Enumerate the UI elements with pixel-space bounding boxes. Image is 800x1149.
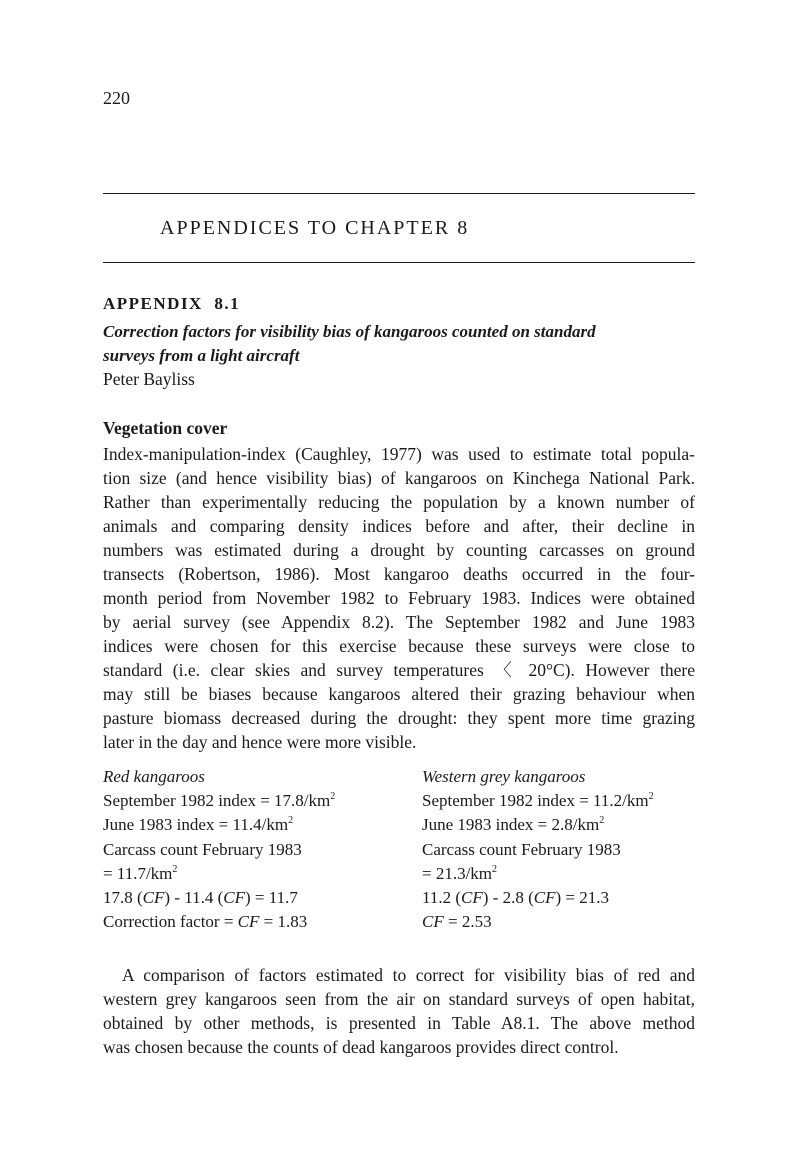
paragraph-line: indices were chosen for this exercise because these surveys were close to	[103, 636, 695, 656]
june-index: June 1983 index = $11.4/km^2$	[103, 815, 294, 835]
paragraph-line: Rather than experimentally reducing the population by a known number of	[103, 492, 695, 512]
paragraph-line: western grey kangaroos seen from the air on standard surveys of open habitat,	[103, 989, 695, 1009]
appendix-label: APPENDIX 8.1	[103, 294, 241, 313]
paragraph-line: later in the day and hence were more visible.	[103, 732, 417, 752]
paragraph-line: by aerial survey (see Appendix 8.2). The September 1982 and June 1983	[103, 612, 695, 632]
correction-factor-result: Correction factor = CF = 1.83	[103, 912, 308, 932]
paragraph-line: numbers was estimated during a drought by counting carcasses on ground	[103, 540, 695, 560]
equation: 11.2 (CF) - 2.8 (CF) = 21.3	[422, 887, 609, 907]
equation: 17.8 (CF) - 11.4 (CF) = 11.7	[103, 887, 298, 907]
appendix-title-line: Correction factors for visibility bias of kangaroos counted on standard	[103, 322, 596, 341]
carcass-count-value: = $11.7/km^2$	[103, 863, 178, 883]
september-index: September 1982 index = $17.8/km^2$	[103, 791, 336, 811]
carcass-count-label: Carcass count February 1983	[103, 839, 302, 859]
column-heading: Western grey kangaroos	[422, 767, 586, 786]
paragraph-line: standard (i.e. clear skies and survey temperatures 〈 20°C). However there	[103, 660, 695, 680]
column-heading: Red kangaroos	[103, 767, 205, 786]
bottom-rule	[103, 262, 695, 263]
author: Peter Bayliss	[103, 369, 195, 389]
top-rule	[103, 193, 695, 194]
paragraph-line: may still be biases because kangaroos altered their grazing behaviour when	[103, 684, 695, 704]
chapter-heading: APPENDICES TO CHAPTER 8	[160, 217, 470, 239]
paragraph-line: Index-manipulation-index (Caughley, 1977) was used to estimate total popula-	[103, 444, 695, 464]
correction-factor-result: CF = 2.53	[422, 912, 492, 932]
appendix-title-line: surveys from a light aircraft	[103, 346, 300, 365]
grey-kangaroo-calculation	[422, 765, 654, 934]
june-index: June 1983 index = $2.8/km^2$	[422, 815, 605, 835]
carcass-count-label: Carcass count February 1983	[422, 839, 621, 859]
september-index: September 1982 index = $11.2/km^2$	[422, 791, 654, 811]
page-number: 220	[103, 88, 130, 108]
paragraph-line: tion size (and hence visibility bias) of kangaroos on Kinchega National Park.	[103, 468, 695, 488]
paragraph-line: obtained by other methods, is presented in Table A8.1. The above method	[103, 1013, 695, 1033]
section-heading: Vegetation cover	[103, 418, 228, 438]
paragraph-line: was chosen because the counts of dead kangaroos provides direct control.	[103, 1037, 619, 1057]
paragraph-line: pasture biomass decreased during the drought: they spent more time grazing	[103, 708, 695, 728]
red-kangaroo-calculation	[103, 765, 335, 934]
appendix-title	[103, 320, 703, 368]
paragraph-line: A comparison of factors estimated to correct for visibility bias of red and	[122, 965, 695, 985]
carcass-count-value: = $21.3/km^2$	[422, 863, 498, 883]
paragraph-line: animals and comparing density indices before and after, their decline in	[103, 516, 695, 536]
paragraph-line: month period from November 1982 to February 1983. Indices were obtained	[103, 588, 695, 608]
paragraph-line: transects (Robertson, 1986). Most kangaroo deaths occurred in the four-	[103, 564, 695, 584]
